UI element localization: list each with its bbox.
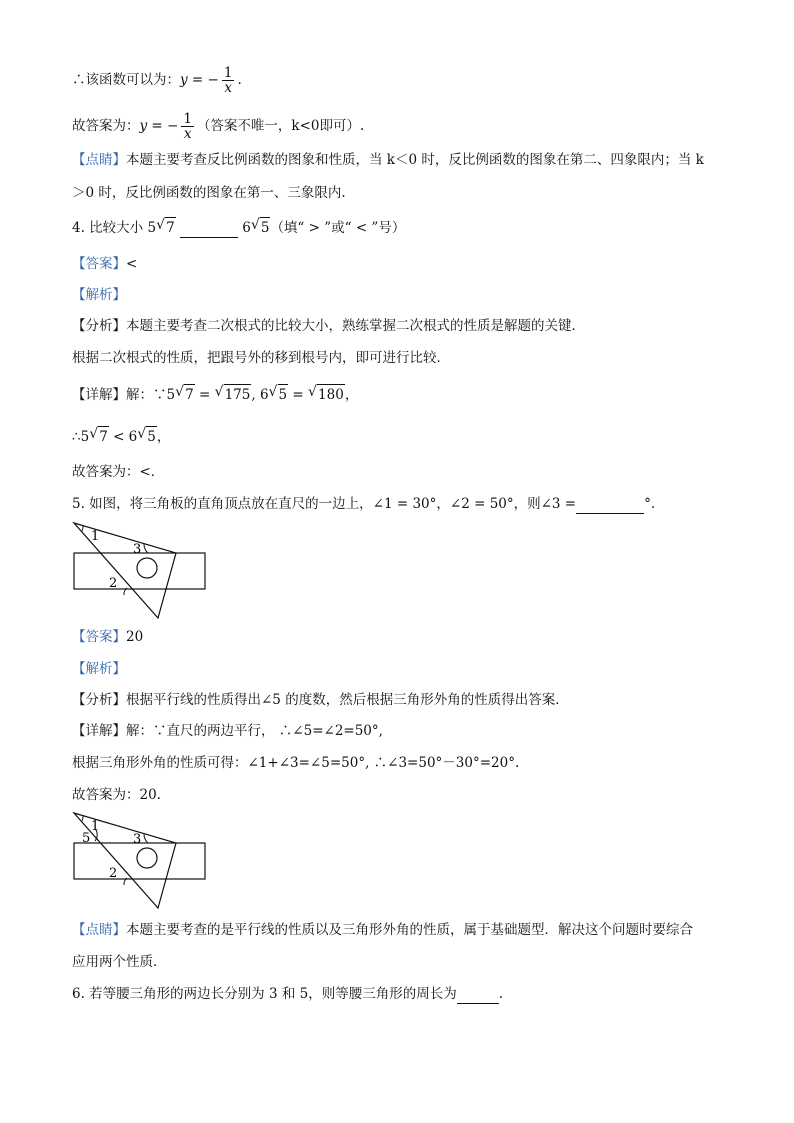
text: = <box>194 387 215 403</box>
text: . <box>498 986 504 1002</box>
q3-conclusion <box>72 66 242 95</box>
angle-label-1: 1 <box>91 819 100 834</box>
text: 故答案为：<． <box>72 464 165 480</box>
math-y: y = − <box>180 72 219 88</box>
angle-arc <box>144 544 148 553</box>
frac-den: x <box>183 126 192 142</box>
text: . <box>237 72 242 88</box>
answer-tag: 【答案】 <box>72 629 126 645</box>
q4-final <box>72 462 164 482</box>
ruler-hole <box>137 558 157 578</box>
text: （填“ > ”或“ < ”号） <box>270 220 406 236</box>
radical: √ 5 <box>278 384 289 405</box>
q4-detail <box>72 384 358 405</box>
q3-answer <box>72 112 364 141</box>
text: （答案不唯一，k<0即可）. <box>196 118 365 134</box>
triangle <box>74 523 176 618</box>
answer-value: < <box>126 256 138 272</box>
text: 6. 若等腰三角形的两边长分别为 3 和 5，则等腰三角形的周长为 <box>72 986 457 1002</box>
text: 根据二次根式的性质，把跟号外的移到根号内，即可进行比较． <box>72 350 450 366</box>
q5-fenxi <box>72 690 569 710</box>
ruler-triangle-figure-1 <box>70 520 210 620</box>
q4-answer <box>72 254 137 274</box>
text: 本题主要考查反比例函数的图象和性质，当 k＜0 时，反比例函数的图象在第二、四象限内；当 k <box>126 152 704 168</box>
tip-tag: 【点睛】 <box>72 152 126 168</box>
q5-analysis-tag <box>72 659 126 679</box>
radical: √ 7 <box>98 426 109 447</box>
text: ∴5 <box>72 429 90 445</box>
angle-label-1: 1 <box>91 529 100 544</box>
q3-tip-line2 <box>72 183 346 203</box>
text: ＞0 时，反比例函数的图象在第一、三象限内. <box>72 185 346 201</box>
ruler <box>74 843 205 879</box>
angle-label-3: 3 <box>133 832 142 847</box>
answer-blank <box>576 513 644 514</box>
fraction <box>181 112 194 141</box>
radical: √ 5 <box>260 217 271 238</box>
text: ， <box>156 429 171 445</box>
q5-detail2 <box>72 753 519 773</box>
text: 解：∵5 <box>126 387 176 403</box>
q5-stem <box>72 494 655 514</box>
text: 5. 如图，将三角板的直角顶点放在直尺的一边上，∠1 = 30°，∠2 = 50°，则∠3 = <box>72 496 577 512</box>
angle-label-5: 5 <box>82 831 91 846</box>
frac-num: 1 <box>183 111 192 127</box>
frac-den: x <box>224 80 232 96</box>
text: 应用两个性质． <box>72 954 167 970</box>
q4-fenxi2 <box>72 348 450 368</box>
q4-fenxi <box>72 316 585 336</box>
q3-tip-line1 <box>72 150 704 170</box>
angle-label-3: 3 <box>133 542 142 557</box>
analysis-tag: 【解析】 <box>72 287 126 303</box>
q5-detail1 <box>72 721 383 741</box>
q4-conclusion <box>72 426 170 447</box>
analysis-tag: 【解析】 <box>72 661 126 677</box>
text: 6 <box>242 220 251 236</box>
q5-tip-line1 <box>72 920 693 940</box>
fenxi-tag: 【分析】 <box>72 692 126 708</box>
q5-tip-line2 <box>72 952 167 972</box>
detail-tag: 【详解】 <box>72 387 126 403</box>
text: 本题主要考查的是平行线的性质以及三角形外角的性质，属于基础题型．解决这个问题时要综合 <box>126 922 693 938</box>
q4-analysis-tag <box>72 285 126 305</box>
angle-label-2: 2 <box>109 576 118 591</box>
q5-final <box>72 785 161 805</box>
text: 解：∵直尺的两边平行， ∴∠5=∠2=50°, <box>126 723 383 739</box>
math-y: y = − <box>139 118 179 134</box>
frac-num: 1 <box>223 65 233 81</box>
text: 4. 比较大小 5 <box>72 220 157 236</box>
triangle <box>74 813 176 908</box>
angle-label-2: 2 <box>109 866 118 881</box>
q5-answer <box>72 627 143 647</box>
ruler-hole <box>137 848 157 868</box>
answer-blank <box>457 1003 499 1004</box>
radical: √ 175 <box>224 384 252 405</box>
radical: √ 5 <box>146 426 157 447</box>
ruler-triangle-figure-2 <box>70 810 210 910</box>
text: , 6 <box>251 387 269 403</box>
radical: √ 180 <box>317 384 345 405</box>
fraction <box>222 66 235 95</box>
text: = <box>288 387 309 403</box>
fenxi-tag: 【分析】 <box>72 318 126 334</box>
answer-value: 20 <box>126 629 144 645</box>
angle-arc <box>144 834 148 843</box>
angle-arc <box>82 816 83 821</box>
radical: √ 7 <box>184 384 195 405</box>
angle-arc <box>82 526 83 531</box>
text: < 6 <box>108 429 138 445</box>
tip-tag: 【点睛】 <box>72 922 126 938</box>
q6-stem <box>72 984 503 1004</box>
q4-stem <box>72 217 405 238</box>
answer-tag: 【答案】 <box>72 256 126 272</box>
detail-tag: 【详解】 <box>72 723 126 739</box>
text: 本题主要考查二次根式的比较大小，熟练掌握二次根式的性质是解题的关键． <box>126 318 585 334</box>
text: °. <box>644 496 656 512</box>
text: ， <box>344 387 359 403</box>
answer-blank <box>180 237 238 238</box>
text: ∴该函数可以为： <box>72 72 180 88</box>
text: 根据三角形外角的性质可得：∠1+∠3=∠5=50°, ∴∠3=50°－30°=20°. <box>72 755 520 771</box>
text: 故答案为：20. <box>72 787 161 803</box>
text: 故答案为： <box>72 118 140 134</box>
radical: √ 7 <box>165 217 176 238</box>
ruler <box>74 553 205 589</box>
text: 根据平行线的性质得出∠5 的度数，然后根据三角形外角的性质得出答案． <box>126 692 569 708</box>
